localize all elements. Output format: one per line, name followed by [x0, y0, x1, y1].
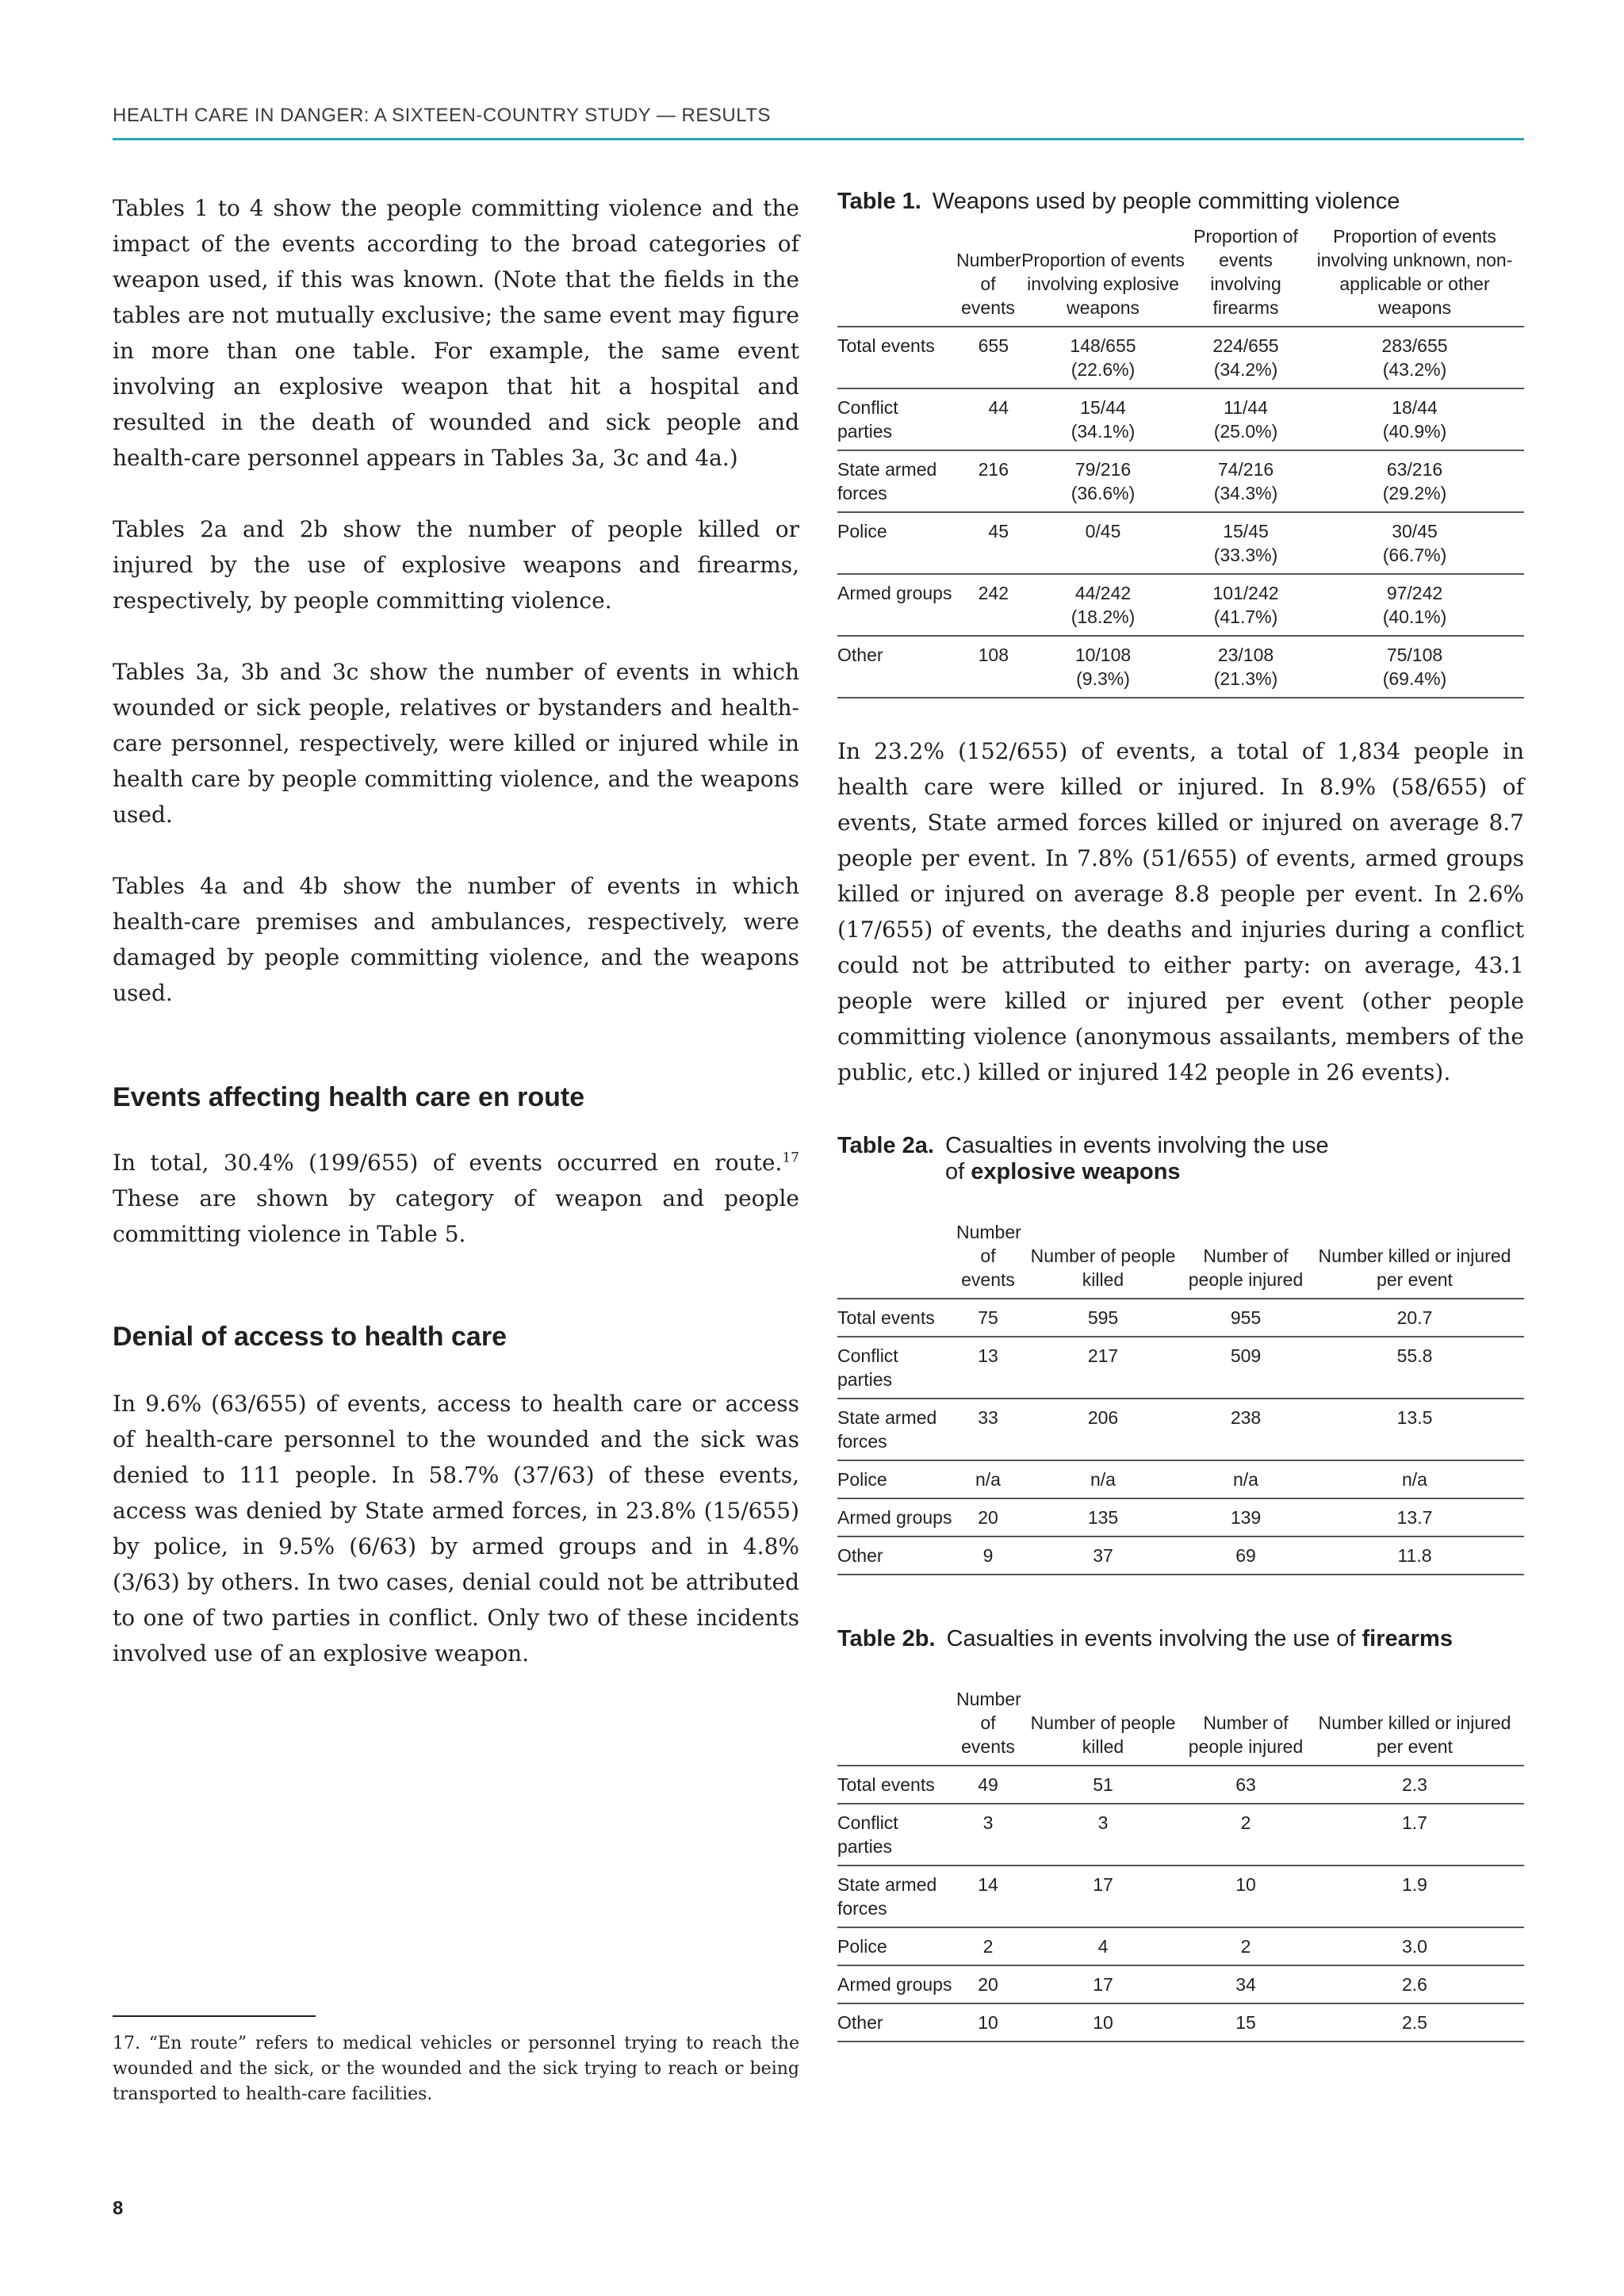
- paragraph-en-route: [113, 1145, 799, 1252]
- cell-other-weapons-ratio: 97/242: [1386, 583, 1443, 603]
- cell-other-weapons: [1305, 450, 1524, 512]
- table-row: [837, 512, 1524, 574]
- row-label: Total events: [837, 1766, 956, 1804]
- row-label: Other: [837, 1536, 956, 1575]
- table-row: [837, 1866, 1524, 1927]
- paragraph-tables-3: Tables 3a, 3b and 3c show the number of events in which wounded or sick people, relatives or bystanders and health-care personnel, respectively, were killed or injured while in health care by people committing violence, and the weapons used.: [113, 659, 799, 828]
- table2b-header-row: [837, 1687, 1524, 1766]
- cell-per-event: 13.5: [1305, 1399, 1524, 1460]
- cell-firearms-ratio: 74/216: [1217, 459, 1274, 480]
- table2b-title-bold: firearms: [1362, 1626, 1453, 1651]
- cell-number-of-events: 75: [956, 1299, 1020, 1337]
- table1: [837, 224, 1524, 698]
- cell-people-injured: 139: [1186, 1498, 1305, 1536]
- paragraph-tables-4: Tables 4a and 4b show the number of events in which health-care premises and ambulances, respectively, were damaged by people committing violence, and the weapons used.: [113, 873, 799, 1006]
- table2a-title: [945, 1133, 1329, 1185]
- cell-other-weapons-percent: (66.7%): [1382, 545, 1447, 565]
- cell-people-injured: 10: [1186, 1866, 1305, 1927]
- cell-per-event: 11.8: [1305, 1536, 1524, 1575]
- cell-other-weapons-ratio: 283/655: [1381, 335, 1448, 356]
- cell-people-injured: n/a: [1186, 1460, 1305, 1498]
- table-row: [837, 1965, 1524, 2003]
- table1-header: Proportion of events involving unknown, non-applicable or other weapons: [1305, 224, 1524, 327]
- table2b-header: Number killed or injured per event: [1305, 1687, 1524, 1766]
- cell-people-injured: 15: [1186, 2003, 1305, 2042]
- paragraph-denial-of-access: In 9.6% (63/655) of events, access to health care or access of health-care personnel to the wounded and the sick was denied to 111 people. In 58.7% (37/63) of these events, access was denied by State armed forces, in 23.8% (15/655) by police, in 9.5% (6/63) by armed groups and in 4.8% (3/63) by others. In two cases, denial could not be attributed to one of two parties in conflict. Only two of these incidents involved use of an explosive weapon.: [113, 1391, 799, 1667]
- cell-firearms-percent: (34.2%): [1213, 359, 1278, 380]
- cell-per-event: 3.0: [1305, 1927, 1524, 1965]
- cell-explosive: [1020, 327, 1186, 388]
- cell-firearms-percent: (41.7%): [1213, 607, 1278, 627]
- cell-explosive: [1020, 574, 1186, 636]
- cell-other-weapons-percent: (40.9%): [1382, 421, 1447, 442]
- cell-number-of-events: 9: [956, 1536, 1020, 1575]
- table2a-header-blank: [837, 1220, 956, 1299]
- row-label: Armed groups: [837, 1498, 956, 1536]
- cell-firearms: [1186, 574, 1305, 636]
- cell-firearms-percent: (34.3%): [1213, 483, 1278, 503]
- footnote-rule: [113, 2015, 316, 2017]
- cell-people-killed: 3: [1020, 1804, 1186, 1866]
- row-label: State armed forces: [837, 1866, 956, 1927]
- cell-people-injured: 238: [1186, 1399, 1305, 1460]
- cell-people-killed: 217: [1020, 1337, 1186, 1399]
- cell-people-killed: 37: [1020, 1536, 1186, 1575]
- table2a-header: Number of events: [956, 1220, 1020, 1299]
- cell-people-killed: 17: [1020, 1866, 1186, 1927]
- table-row: [837, 2003, 1524, 2042]
- cell-number-of-events: 13: [956, 1337, 1020, 1399]
- cell-per-event: 2.6: [1305, 1965, 1524, 2003]
- table-row: [837, 1498, 1524, 1536]
- row-label: Conflict parties: [837, 1337, 956, 1399]
- cell-number-of-events: 49: [956, 1766, 1020, 1804]
- table2b-caption: [837, 1626, 1524, 1652]
- table2a-caption: [837, 1133, 1524, 1185]
- table1-header-blank: [837, 224, 956, 327]
- cell-explosive-ratio: 15/44: [1080, 397, 1126, 418]
- cell-per-event: 1.7: [1305, 1804, 1524, 1866]
- row-label: State armed forces: [837, 1399, 956, 1460]
- row-label: Conflict parties: [837, 1804, 956, 1866]
- cell-explosive-percent: (18.2%): [1071, 607, 1136, 627]
- table-row: [837, 1536, 1524, 1575]
- table2b-header: Number of events: [956, 1687, 1020, 1766]
- table-row: [837, 1299, 1524, 1337]
- heading-en-route: Events affecting health care en route: [113, 1082, 585, 1112]
- footnote: 17. “En route” refers to medical vehicles or personnel trying to reach the wounded and the sick, or the wounded and the sick trying to reach or being transported to health-care facilities.: [113, 2034, 799, 2104]
- table-row: [837, 327, 1524, 388]
- cell-explosive: [1020, 388, 1186, 450]
- table1-header: Number of events: [956, 224, 1020, 327]
- cell-firearms-ratio: 101/242: [1212, 583, 1279, 603]
- cell-other-weapons-ratio: 63/216: [1386, 459, 1443, 480]
- cell-number-of-events: 108: [956, 636, 1020, 698]
- table2b-title-text: Casualties in events involving the use of: [946, 1626, 1362, 1651]
- cell-number-of-events: 242: [956, 574, 1020, 636]
- cell-explosive-percent: (9.3%): [1076, 668, 1130, 689]
- cell-number-of-events: n/a: [956, 1460, 1020, 1498]
- table2a-title-line2: of: [944, 1159, 971, 1184]
- cell-per-event: 2.5: [1305, 2003, 1524, 2042]
- cell-people-killed: 51: [1020, 1766, 1186, 1804]
- heading-denial-of-access: Denial of access to health care: [113, 1322, 507, 1352]
- cell-explosive: [1020, 450, 1186, 512]
- table1-header: Proportion of events involving explosive weapons: [1020, 224, 1186, 327]
- cell-per-event: 1.9: [1305, 1866, 1524, 1927]
- cell-explosive-percent: (22.6%): [1071, 359, 1136, 380]
- row-label: Police: [837, 1927, 956, 1965]
- cell-other-weapons-ratio: 75/108: [1386, 645, 1443, 665]
- header-rule: [113, 138, 1524, 140]
- table1-title: Weapons used by people committing violence: [932, 189, 1400, 214]
- cell-people-killed: 595: [1020, 1299, 1186, 1337]
- cell-firearms-percent: (25.0%): [1213, 421, 1278, 442]
- table2a-header: Number of people injured: [1186, 1220, 1305, 1299]
- cell-people-killed: 4: [1020, 1927, 1186, 1965]
- cell-people-killed: 135: [1020, 1498, 1186, 1536]
- row-label: Other: [837, 636, 956, 698]
- cell-explosive-percent: (36.6%): [1071, 483, 1136, 503]
- cell-other-weapons-ratio: 30/45: [1392, 521, 1438, 541]
- cell-explosive-ratio: 44/242: [1074, 583, 1132, 603]
- cell-people-injured: 2: [1186, 1804, 1305, 1866]
- table-row: [837, 636, 1524, 698]
- cell-other-weapons: [1305, 574, 1524, 636]
- cell-number-of-events: 3: [956, 1804, 1020, 1866]
- cell-number-of-events: 44: [956, 388, 1020, 450]
- cell-explosive-ratio: 10/108: [1074, 645, 1132, 665]
- cell-people-injured: 69: [1186, 1536, 1305, 1575]
- table-row: [837, 1927, 1524, 1965]
- table-row: [837, 1337, 1524, 1399]
- table2a-header-row: [837, 1220, 1524, 1299]
- row-label: State armed forces: [837, 450, 956, 512]
- table-row: [837, 1460, 1524, 1498]
- cell-people-injured: 34: [1186, 1965, 1305, 2003]
- cell-other-weapons-percent: (29.2%): [1382, 483, 1447, 503]
- table1-number: Table 1.: [837, 189, 921, 214]
- en-route-text-a: In total, 30.4% (199/655) of events occurred en route.: [113, 1150, 783, 1176]
- table2b: [837, 1687, 1524, 2042]
- cell-per-event: 2.3: [1305, 1766, 1524, 1804]
- table-row: [837, 1766, 1524, 1804]
- cell-explosive-ratio: 79/216: [1074, 459, 1132, 480]
- table2b-header-blank: [837, 1687, 956, 1766]
- paragraph-tables-2: Tables 2a and 2b show the number of people killed or injured by the use of explosive weapons and firearms, respectively, by people committing violence.: [113, 516, 799, 614]
- table2a-title-bold: explosive weapons: [971, 1159, 1181, 1184]
- cell-people-injured: 63: [1186, 1766, 1305, 1804]
- cell-other-weapons: [1305, 512, 1524, 574]
- cell-explosive: [1020, 512, 1186, 574]
- cell-number-of-events: 10: [956, 2003, 1020, 2042]
- cell-people-injured: 955: [1186, 1299, 1305, 1337]
- cell-people-killed: n/a: [1020, 1460, 1186, 1498]
- cell-number-of-events: 45: [956, 512, 1020, 574]
- cell-explosive-ratio: 148/655: [1070, 335, 1136, 356]
- cell-other-weapons-percent: (69.4%): [1382, 668, 1447, 689]
- footnote-ref: 17: [782, 1150, 799, 1166]
- page-number: 8: [113, 2198, 124, 2219]
- cell-other-weapons-percent: (43.2%): [1382, 359, 1447, 380]
- cell-people-killed: 10: [1020, 2003, 1186, 2042]
- cell-firearms-ratio: 11/44: [1224, 397, 1268, 418]
- cell-people-injured: 2: [1186, 1927, 1305, 1965]
- row-label: Armed groups: [837, 1965, 956, 2003]
- left-column: [113, 190, 799, 1671]
- row-label: Police: [837, 1460, 956, 1498]
- row-label: Other: [837, 2003, 956, 2042]
- cell-other-weapons: [1305, 388, 1524, 450]
- cell-explosive-ratio: 0/45: [1085, 521, 1121, 541]
- en-route-text-b: These are shown by category of weapon and people committing violence in Table 5.: [113, 1185, 799, 1247]
- cell-firearms-percent: (21.3%): [1213, 668, 1278, 689]
- cell-people-injured: 509: [1186, 1337, 1305, 1399]
- cell-explosive-percent: (34.1%): [1071, 421, 1136, 442]
- cell-per-event: 20.7: [1305, 1299, 1524, 1337]
- paragraph-casualties: In 23.2% (152/655) of events, a total of 1,834 people in health care were killed or injured. In 8.9% (58/655) of events, State armed forces killed or injured on average 8.7 people per event. In 7.8% (51/655) of events, armed groups killed or injured on average 8.8 people per event. In 2.6% (17/655) of events, the deaths and injuries during a conflict could not be attributed to either party: on average, 43.1 people were killed or injured per event (other people committing violence (anonymous assailants, members of the public, etc.) killed or injured 142 people in 26 events).: [837, 738, 1524, 1085]
- cell-firearms: [1186, 327, 1305, 388]
- cell-other-weapons-percent: (40.1%): [1382, 607, 1447, 627]
- row-label: Total events: [837, 1299, 956, 1337]
- table-row: [837, 450, 1524, 512]
- row-label: Conflict parties: [837, 388, 956, 450]
- table-row: [837, 1804, 1524, 1866]
- table-row: [837, 574, 1524, 636]
- cell-number-of-events: 2: [956, 1927, 1020, 1965]
- table1-header: Proportion of events involving firearms: [1186, 224, 1305, 327]
- cell-people-killed: 17: [1020, 1965, 1186, 2003]
- table2b-header: Number of people injured: [1186, 1687, 1305, 1766]
- cell-per-event: 13.7: [1305, 1498, 1524, 1536]
- cell-per-event: n/a: [1305, 1460, 1524, 1498]
- right-column: [837, 189, 1524, 2042]
- running-head: HEALTH CARE IN DANGER: A SIXTEEN-COUNTRY STUDY — RESULTS: [113, 105, 771, 126]
- cell-number-of-events: 216: [956, 450, 1020, 512]
- row-label: Police: [837, 512, 956, 574]
- table1-header-row: [837, 224, 1524, 327]
- table2a-number: Table 2a.: [837, 1133, 934, 1158]
- row-label: Armed groups: [837, 574, 956, 636]
- table-row: [837, 1399, 1524, 1460]
- cell-people-killed: 206: [1020, 1399, 1186, 1460]
- cell-explosive: [1020, 636, 1186, 698]
- table2a-title-line1: Casualties in events involving the use: [944, 1133, 1329, 1158]
- cell-firearms-ratio: 23/108: [1217, 645, 1274, 665]
- cell-number-of-events: 20: [956, 1498, 1020, 1536]
- cell-firearms: [1186, 450, 1305, 512]
- table2a-header: Number killed or injured per event: [1305, 1220, 1524, 1299]
- cell-number-of-events: 655: [956, 327, 1020, 388]
- cell-firearms-ratio: 15/45: [1223, 521, 1269, 541]
- cell-other-weapons-ratio: 18/44: [1392, 397, 1438, 418]
- table2a: [837, 1220, 1524, 1575]
- table-row: [837, 388, 1524, 450]
- cell-firearms: [1186, 636, 1305, 698]
- cell-number-of-events: 20: [956, 1965, 1020, 2003]
- cell-other-weapons: [1305, 327, 1524, 388]
- table2a-header: Number of people killed: [1020, 1220, 1186, 1299]
- cell-other-weapons: [1305, 636, 1524, 698]
- cell-number-of-events: 14: [956, 1866, 1020, 1927]
- row-label: Total events: [837, 327, 956, 388]
- table1-caption: [837, 189, 1524, 215]
- table2b-title: [947, 1626, 1453, 1652]
- table2b-number: Table 2b.: [837, 1626, 936, 1651]
- cell-firearms: [1186, 388, 1305, 450]
- cell-firearms-percent: (33.3%): [1213, 545, 1278, 565]
- table2b-header: Number of people killed: [1020, 1687, 1186, 1766]
- paragraph-tables-overview: Tables 1 to 4 show the people committing violence and the impact of the events according to the broad categories of weapon used, if this was known. (Note that the fields in the tables are not mutually exclusive; the same event may figure in more than one table. For example, the same event involving an explosive weapon that hit a hospital and resulted in the death of wounded and sick people and health-care personnel appears in Tables 3a, 3c and 4a.): [113, 195, 799, 471]
- cell-per-event: 55.8: [1305, 1337, 1524, 1399]
- cell-number-of-events: 33: [956, 1399, 1020, 1460]
- cell-firearms-ratio: 224/655: [1212, 335, 1279, 356]
- cell-firearms: [1186, 512, 1305, 574]
